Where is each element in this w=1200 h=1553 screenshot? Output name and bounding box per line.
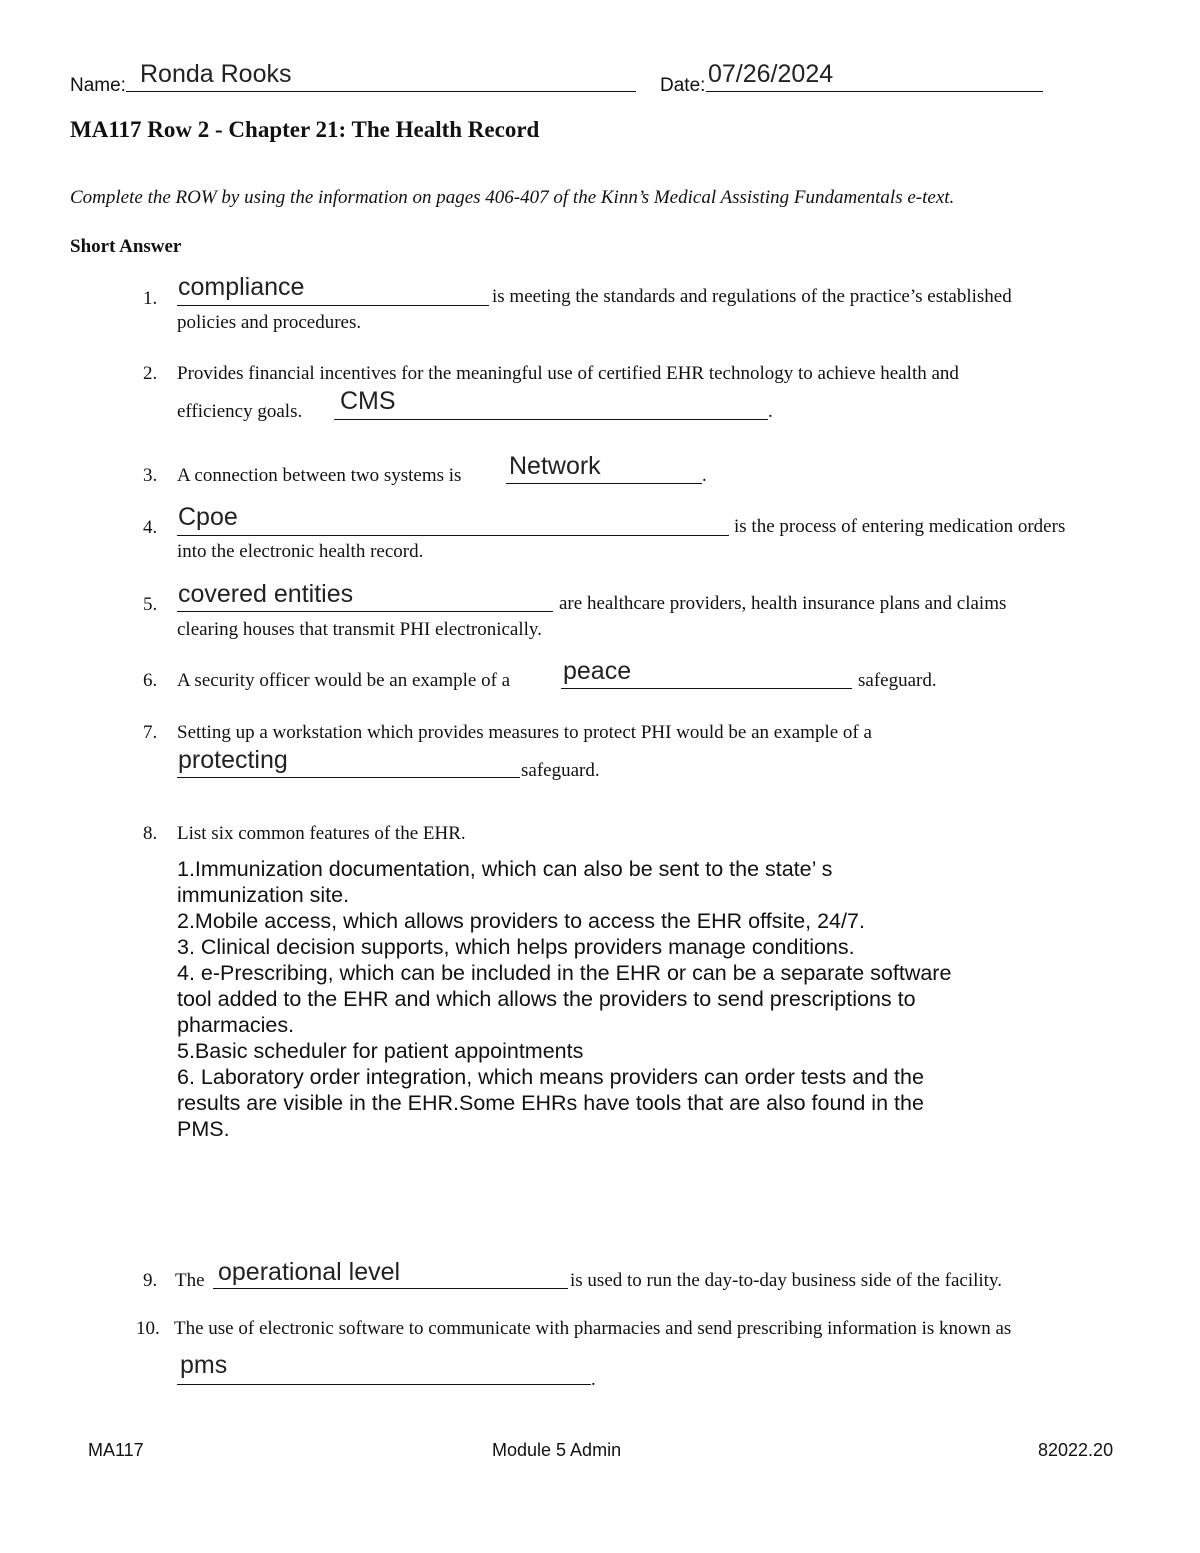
question-9-text: The xyxy=(175,1270,205,1291)
question-2-text-line2: efficiency goals. xyxy=(177,401,303,422)
name-label: Name: xyxy=(70,75,126,96)
answer-8-line: immunization site. xyxy=(177,883,350,907)
question-number-9: 9. xyxy=(143,1270,158,1291)
date-underline xyxy=(706,91,1043,92)
footer-course: MA117 xyxy=(88,1440,144,1460)
question-number-2: 2. xyxy=(143,363,158,384)
answer-7-underline xyxy=(177,777,520,778)
answer-1[interactable]: compliance xyxy=(178,273,305,301)
question-7-end: safeguard. xyxy=(521,760,600,781)
question-10-text: The use of electronic software to communicate with pharmacies and send prescribing information is known as xyxy=(174,1318,1012,1339)
answer-6-underline xyxy=(561,688,852,689)
answer-9[interactable]: operational level xyxy=(218,1258,401,1286)
answer-2-underline xyxy=(334,419,768,420)
answer-8-line: 6. Laboratory order integration, which means providers can order tests and the xyxy=(177,1065,924,1089)
answer-8-line: 3. Clinical decision supports, which helps providers manage conditions. xyxy=(177,935,855,959)
answer-10-underline xyxy=(177,1384,591,1385)
question-number-6: 6. xyxy=(143,670,158,691)
footer-code: 82022.20 xyxy=(1038,1440,1114,1460)
answer-8-line: 4. e-Prescribing, which can be included in the EHR or can be a separate software xyxy=(177,961,952,985)
footer-module: Module 5 Admin xyxy=(492,1440,622,1460)
question-10-end: . xyxy=(591,1369,596,1390)
name-field[interactable]: Ronda Rooks xyxy=(140,60,292,88)
answer-8-line: 2.Mobile access, which allows providers to access the EHR offsite, 24/7. xyxy=(177,909,865,933)
page-title: MA117 Row 2 - Chapter 21: The Health Record xyxy=(70,117,540,142)
answer-10[interactable]: pms xyxy=(180,1351,228,1379)
answer-6[interactable]: peace xyxy=(563,657,632,685)
question-6-text: A security officer would be an example of a xyxy=(177,670,511,691)
question-5-text-line2: clearing houses that transmit PHI electronically. xyxy=(177,619,542,640)
question-4-text-line2: into the electronic health record. xyxy=(177,541,424,562)
answer-1-underline xyxy=(177,305,489,306)
question-2-text: Provides financial incentives for the meaningful use of certified EHR technology to achieve health and xyxy=(177,363,959,384)
question-9-end: is used to run the day-to-day business side of the facility. xyxy=(570,1270,1002,1291)
answer-5-underline xyxy=(177,611,553,612)
answer-9-underline xyxy=(213,1288,568,1289)
question-number-10: 10. xyxy=(136,1318,160,1339)
question-number-8: 8. xyxy=(143,823,158,844)
question-2-end: . xyxy=(768,401,773,422)
answer-2[interactable]: CMS xyxy=(340,387,396,415)
answer-7[interactable]: protecting xyxy=(178,746,288,774)
question-6-end: safeguard. xyxy=(858,670,937,691)
answer-8-line: 5.Basic scheduler for patient appointments xyxy=(177,1039,584,1063)
name-underline xyxy=(126,91,636,92)
answer-4-underline xyxy=(177,535,729,536)
question-7-text: Setting up a workstation which provides measures to protect PHI would be an example of a xyxy=(177,722,872,743)
question-3-end: . xyxy=(702,465,707,486)
instructions: Complete the ROW by using the information on pages 406-407 of the Kinn’s Medical Assisting Fundamentals e-text. xyxy=(70,187,955,208)
question-number-3: 3. xyxy=(143,465,158,486)
date-field[interactable]: 07/26/2024 xyxy=(708,60,834,88)
question-number-5: 5. xyxy=(143,594,158,615)
question-1-text: is meeting the standards and regulations of the practice’s established xyxy=(492,286,1012,307)
question-3-text: A connection between two systems is xyxy=(177,465,462,486)
question-number-4: 4. xyxy=(143,517,158,538)
answer-8-line: 1.Immunization documentation, which can also be sent to the state’ s xyxy=(177,857,833,881)
question-4-text: is the process of entering medication orders xyxy=(734,516,1066,537)
answer-8-line: pharmacies. xyxy=(177,1013,295,1037)
answer-8-line: tool added to the EHR and which allows the providers to send prescriptions to xyxy=(177,987,916,1011)
date-label: Date: xyxy=(660,75,706,96)
section-heading: Short Answer xyxy=(70,236,182,257)
question-8-text: List six common features of the EHR. xyxy=(177,823,466,844)
answer-8-line: results are visible in the EHR.Some EHRs have tools that are also found in the xyxy=(177,1091,924,1115)
answer-5[interactable]: covered entities xyxy=(178,580,354,608)
question-5-text: are healthcare providers, health insurance plans and claims xyxy=(559,593,1007,614)
answer-3-underline xyxy=(506,483,702,484)
question-number-7: 7. xyxy=(143,722,158,743)
answer-3[interactable]: Network xyxy=(509,452,601,480)
question-number-1: 1. xyxy=(143,288,158,309)
question-1-text-line2: policies and procedures. xyxy=(177,312,362,333)
answer-4[interactable]: Cpoe xyxy=(178,503,238,531)
answer-8[interactable] xyxy=(177,856,1057,1142)
answer-8-line: PMS. xyxy=(177,1117,230,1141)
